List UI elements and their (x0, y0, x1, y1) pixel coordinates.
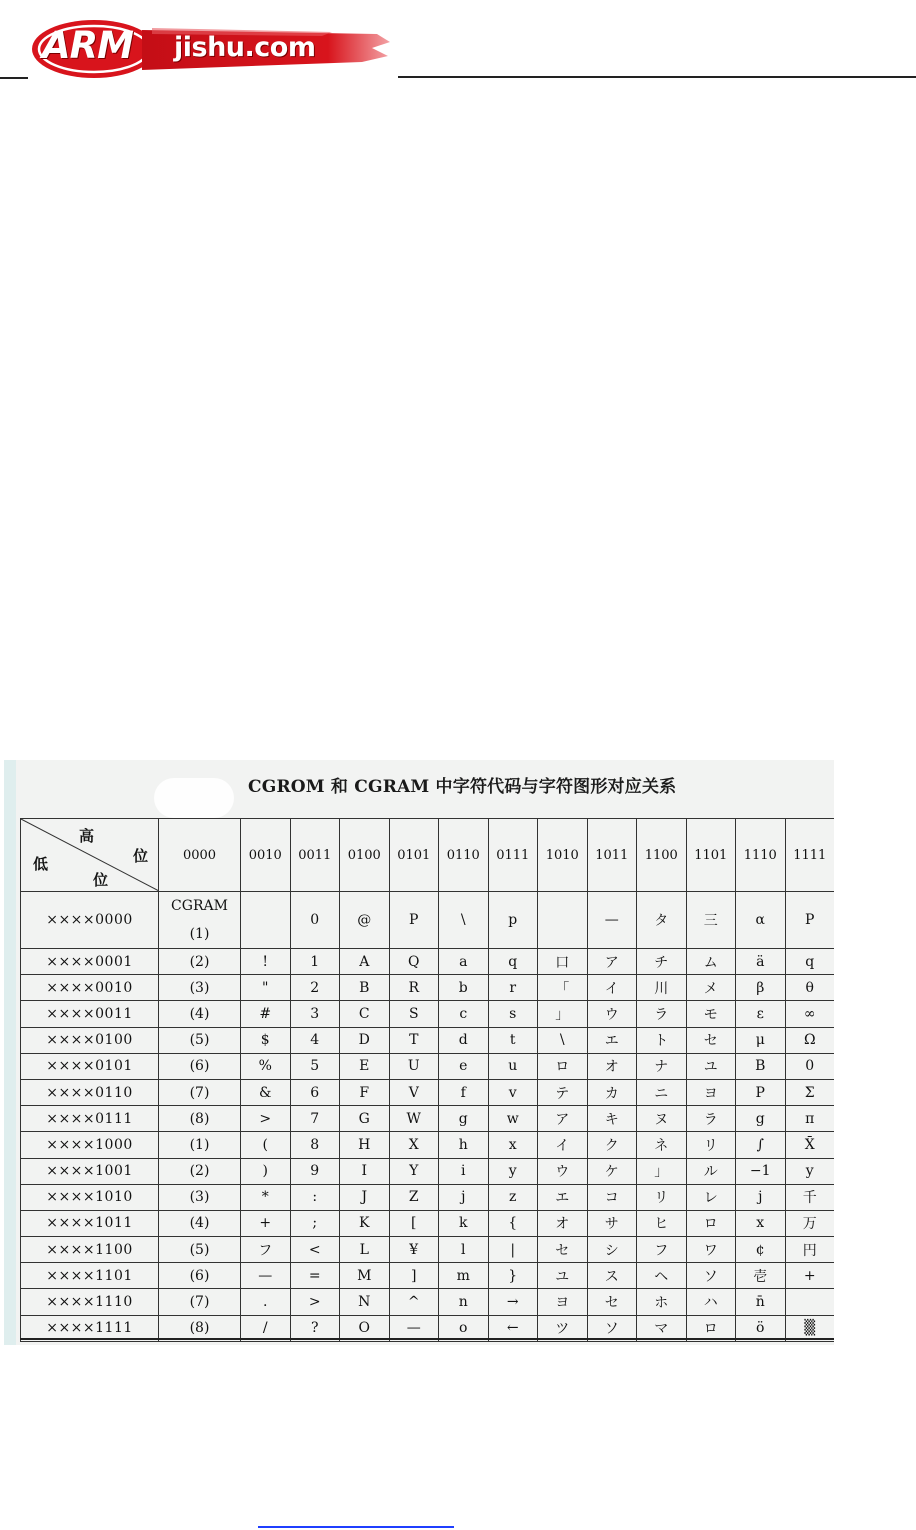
glyph-cell: ( (241, 1132, 291, 1158)
row-code: ××××0110 (21, 1079, 159, 1105)
glyph-cell: フ (637, 1237, 687, 1263)
glyph-cell: d (439, 1027, 489, 1053)
glyph-cell: 」 (538, 1001, 588, 1027)
glyph-cell: ウ (587, 1001, 637, 1027)
glyph-cell: ヒ (637, 1210, 687, 1236)
glyph-cell: M (340, 1263, 390, 1289)
row-code: ××××0001 (21, 949, 159, 975)
glyph-cell: e (439, 1053, 489, 1079)
row-code: ××××1100 (21, 1237, 159, 1263)
scan-smudge (154, 778, 234, 818)
glyph-cell: → (488, 1289, 538, 1315)
cgram-index: (7) (159, 1079, 241, 1105)
glyph-cell: 5 (290, 1053, 340, 1079)
glyph-cell: 2 (290, 975, 340, 1001)
glyph-cell: ス (587, 1263, 637, 1289)
glyph-cell: X (389, 1132, 439, 1158)
glyph-cell: ヘ (637, 1263, 687, 1289)
glyph-cell: \ (439, 892, 489, 949)
glyph-cell: x (488, 1132, 538, 1158)
glyph-cell: T (389, 1027, 439, 1053)
glyph-cell: : (290, 1184, 340, 1210)
cgram-index: (2) (159, 1158, 241, 1184)
column-header: 1010 (538, 819, 588, 892)
glyph-cell: 円 (785, 1237, 834, 1263)
glyph-cell: S (389, 1001, 439, 1027)
row-code: ××××1001 (21, 1158, 159, 1184)
table-row (21, 1210, 835, 1236)
cgram-label: CGRAM (171, 898, 228, 914)
cgram-index: (6) (159, 1263, 241, 1289)
glyph-cell: P (389, 892, 439, 949)
table-row (21, 1106, 835, 1132)
glyph-cell: セ (587, 1289, 637, 1315)
glyph-cell: Q (389, 949, 439, 975)
glyph-cell: B (340, 975, 390, 1001)
glyph-cell: 9 (290, 1158, 340, 1184)
glyph-cell: 「 (538, 975, 588, 1001)
glyph-cell: X̄ (785, 1132, 834, 1158)
glyph-cell: ケ (587, 1158, 637, 1184)
glyph-cell: \ (538, 1027, 588, 1053)
glyph-cell: — (587, 892, 637, 949)
glyph-cell: エ (538, 1184, 588, 1210)
glyph-cell: k (439, 1210, 489, 1236)
cgram-index: (8) (159, 1315, 241, 1341)
cgram-index: (5) (159, 1237, 241, 1263)
glyph-cell: メ (686, 975, 736, 1001)
glyph-cell: リ (637, 1184, 687, 1210)
glyph-cell: j (736, 1184, 786, 1210)
glyph-cell: 口 (538, 949, 588, 975)
row-code: ××××0100 (21, 1027, 159, 1053)
glyph-cell: F (340, 1079, 390, 1105)
glyph-cell: b (439, 975, 489, 1001)
glyph-cell: 1 (290, 949, 340, 975)
table-row (21, 1158, 835, 1184)
table-body (21, 892, 835, 1342)
glyph-cell: ∫ (736, 1132, 786, 1158)
glyph-cell: " (241, 975, 291, 1001)
glyph-cell: > (290, 1289, 340, 1315)
corner-high-pos: 位 (133, 847, 149, 865)
glyph-cell: + (241, 1210, 291, 1236)
glyph-cell: q (785, 949, 834, 975)
glyph-cell: ム (686, 949, 736, 975)
glyph-cell: ソ (587, 1315, 637, 1341)
glyph-cell: > (241, 1106, 291, 1132)
header-rule-right (398, 76, 916, 78)
glyph-cell: キ (587, 1106, 637, 1132)
glyph-cell: ツ (538, 1315, 588, 1341)
glyph-cell (538, 892, 588, 949)
glyph-cell: テ (538, 1079, 588, 1105)
table-row (21, 949, 835, 975)
cgram-index: (2) (159, 949, 241, 975)
glyph-cell: 万 (785, 1210, 834, 1236)
glyph-cell: ワ (686, 1237, 736, 1263)
glyph-cell: < (290, 1237, 340, 1263)
glyph-cell: U (389, 1053, 439, 1079)
table-row (21, 1053, 835, 1079)
glyph-cell: . (241, 1289, 291, 1315)
cgram-index: (3) (159, 1184, 241, 1210)
glyph-cell: シ (587, 1237, 637, 1263)
glyph-cell: Ω (785, 1027, 834, 1053)
glyph-cell: ∞ (785, 1001, 834, 1027)
glyph-cell: ) (241, 1158, 291, 1184)
glyph-cell: p (488, 892, 538, 949)
glyph-cell: g (736, 1106, 786, 1132)
glyph-cell: u (488, 1053, 538, 1079)
glyph-cell: f (439, 1079, 489, 1105)
glyph-cell: ¥ (389, 1237, 439, 1263)
glyph-cell: 千 (785, 1184, 834, 1210)
glyph-cell (785, 1289, 834, 1315)
glyph-cell: コ (587, 1184, 637, 1210)
glyph-cell: [ (389, 1210, 439, 1236)
glyph-cell: 三 (686, 892, 736, 949)
glyph-cell: 7 (290, 1106, 340, 1132)
column-header: 1011 (587, 819, 637, 892)
glyph-cell: t (488, 1027, 538, 1053)
glyph-cell: w (488, 1106, 538, 1132)
glyph-cell: ¢ (736, 1237, 786, 1263)
row-code: ××××0101 (21, 1053, 159, 1079)
glyph-cell: V (389, 1079, 439, 1105)
glyph-cell: ラ (686, 1106, 736, 1132)
glyph-cell: q (488, 949, 538, 975)
glyph-cell: g (439, 1106, 489, 1132)
column-header: 0101 (389, 819, 439, 892)
glyph-cell: j (439, 1184, 489, 1210)
corner-low-pos: 位 (93, 871, 109, 889)
cgram-index: (4) (159, 1001, 241, 1027)
glyph-cell: イ (538, 1132, 588, 1158)
column-header: 0000 (159, 819, 241, 892)
table-corner-cell (21, 819, 159, 892)
glyph-cell: C (340, 1001, 390, 1027)
glyph-cell: n̄ (736, 1289, 786, 1315)
glyph-cell: G (340, 1106, 390, 1132)
row-code: ××××0000 (21, 892, 159, 949)
cgram-index: (8) (159, 1106, 241, 1132)
glyph-cell: 4 (290, 1027, 340, 1053)
glyph-cell: i (439, 1158, 489, 1184)
glyph-cell: y (488, 1158, 538, 1184)
glyph-cell: v (488, 1079, 538, 1105)
footer-link-underline[interactable] (258, 1526, 454, 1528)
glyph-cell: マ (637, 1315, 687, 1341)
glyph-cell: ア (587, 949, 637, 975)
glyph-cell: r (488, 975, 538, 1001)
glyph-cell: s (488, 1001, 538, 1027)
glyph-cell (241, 892, 291, 949)
glyph-cell: ε (736, 1001, 786, 1027)
glyph-cell: Y (389, 1158, 439, 1184)
column-header: 1101 (686, 819, 736, 892)
column-header: 0100 (340, 819, 390, 892)
glyph-cell: N (340, 1289, 390, 1315)
glyph-cell: n (439, 1289, 489, 1315)
glyph-cell: Σ (785, 1079, 834, 1105)
header-rule-left (0, 77, 28, 79)
glyph-cell: } (488, 1263, 538, 1289)
table-bottom-rule (20, 1338, 834, 1340)
table-header-row (21, 819, 835, 892)
glyph-cell: m (439, 1263, 489, 1289)
scan-edge (4, 760, 16, 1345)
glyph-cell: — (241, 1263, 291, 1289)
glyph-cell: A (340, 949, 390, 975)
row-code: ××××0111 (21, 1106, 159, 1132)
table-row (21, 1263, 835, 1289)
table-row (21, 892, 835, 949)
glyph-cell: ユ (538, 1263, 588, 1289)
glyph-cell: θ (785, 975, 834, 1001)
glyph-cell: 川 (637, 975, 687, 1001)
table-row (21, 1001, 835, 1027)
glyph-cell: ハ (686, 1289, 736, 1315)
row-code: ××××0010 (21, 975, 159, 1001)
glyph-cell: E (340, 1053, 390, 1079)
row-code: ××××1101 (21, 1263, 159, 1289)
glyph-cell: ト (637, 1027, 687, 1053)
logo-site-text: jishu.com (174, 32, 316, 63)
glyph-cell: ? (290, 1315, 340, 1341)
glyph-cell: L (340, 1237, 390, 1263)
cgram-cell (159, 892, 241, 949)
glyph-cell: リ (686, 1132, 736, 1158)
glyph-cell: H (340, 1132, 390, 1158)
glyph-cell: μ (736, 1027, 786, 1053)
table-row (21, 1132, 835, 1158)
row-code: ××××1111 (21, 1315, 159, 1341)
glyph-cell: $ (241, 1027, 291, 1053)
cgram-index: (4) (159, 1210, 241, 1236)
corner-low: 低 (33, 855, 49, 873)
glyph-cell: # (241, 1001, 291, 1027)
glyph-cell: 3 (290, 1001, 340, 1027)
logo-arm-text: ARM (42, 24, 133, 67)
glyph-cell: I (340, 1158, 390, 1184)
glyph-cell: % (241, 1053, 291, 1079)
glyph-cell: ル (686, 1158, 736, 1184)
glyph-cell: + (785, 1263, 834, 1289)
column-header: 1111 (785, 819, 834, 892)
glyph-cell: ソ (686, 1263, 736, 1289)
glyph-cell: Z (389, 1184, 439, 1210)
glyph-cell: カ (587, 1079, 637, 1105)
glyph-cell: イ (587, 975, 637, 1001)
corner-high: 高 (79, 827, 95, 845)
column-header: 1100 (637, 819, 687, 892)
glyph-cell: ニ (637, 1079, 687, 1105)
glyph-cell: タ (637, 892, 687, 949)
glyph-cell: α (736, 892, 786, 949)
cgram-index: (5) (159, 1027, 241, 1053)
table-row (21, 1289, 835, 1315)
cgram-index: (1) (189, 926, 210, 942)
glyph-cell: l (439, 1237, 489, 1263)
glyph-cell: ウ (538, 1158, 588, 1184)
cgrom-cgram-figure (4, 760, 834, 1345)
glyph-cell: h (439, 1132, 489, 1158)
glyph-cell: ヌ (637, 1106, 687, 1132)
glyph-cell: ロ (686, 1210, 736, 1236)
glyph-cell: 0 (290, 892, 340, 949)
glyph-cell: = (290, 1263, 340, 1289)
glyph-cell: オ (587, 1053, 637, 1079)
column-header: 0111 (488, 819, 538, 892)
column-header: 1110 (736, 819, 786, 892)
glyph-cell: β (736, 975, 786, 1001)
glyph-cell: 8 (290, 1132, 340, 1158)
glyph-cell: 0 (785, 1053, 834, 1079)
glyph-cell: K (340, 1210, 390, 1236)
glyph-cell: W (389, 1106, 439, 1132)
row-code: ××××1010 (21, 1184, 159, 1210)
glyph-cell: / (241, 1315, 291, 1341)
column-header: 0110 (439, 819, 489, 892)
glyph-cell: エ (587, 1027, 637, 1053)
glyph-cell: P (736, 1079, 786, 1105)
cgram-index: (6) (159, 1053, 241, 1079)
glyph-cell: ] (389, 1263, 439, 1289)
table-row (21, 1027, 835, 1053)
table-row (21, 1184, 835, 1210)
row-code: ××××1110 (21, 1289, 159, 1315)
glyph-cell: ナ (637, 1053, 687, 1079)
glyph-cell: @ (340, 892, 390, 949)
glyph-cell: P (785, 892, 834, 949)
glyph-cell: ← (488, 1315, 538, 1341)
row-code: ××××0011 (21, 1001, 159, 1027)
glyph-cell: ネ (637, 1132, 687, 1158)
glyph-cell: { (488, 1210, 538, 1236)
glyph-cell: D (340, 1027, 390, 1053)
glyph-cell: ク (587, 1132, 637, 1158)
glyph-cell: z (488, 1184, 538, 1210)
cgram-index: (1) (159, 1132, 241, 1158)
column-header: 0011 (290, 819, 340, 892)
character-code-table (20, 818, 834, 1342)
glyph-cell: π (785, 1106, 834, 1132)
glyph-cell: ; (290, 1210, 340, 1236)
glyph-cell: O (340, 1315, 390, 1341)
glyph-cell: ラ (637, 1001, 687, 1027)
glyph-cell: * (241, 1184, 291, 1210)
glyph-cell: 壱 (736, 1263, 786, 1289)
glyph-cell: 6 (290, 1079, 340, 1105)
glyph-cell: ö (736, 1315, 786, 1341)
glyph-cell: フ (241, 1237, 291, 1263)
glyph-cell: — (389, 1315, 439, 1341)
table-row (21, 1079, 835, 1105)
glyph-cell: モ (686, 1001, 736, 1027)
figure-title: CGROM 和 CGRAM 中字符代码与字符图形对应关系 (248, 777, 677, 797)
column-header: 0010 (241, 819, 291, 892)
armjishu-logo[interactable] (32, 18, 392, 80)
glyph-cell: ▒ (785, 1315, 834, 1341)
glyph-cell: ロ (538, 1053, 588, 1079)
row-code: ××××1011 (21, 1210, 159, 1236)
glyph-cell: R (389, 975, 439, 1001)
glyph-cell: レ (686, 1184, 736, 1210)
glyph-cell: ユ (686, 1053, 736, 1079)
table-row (21, 1237, 835, 1263)
glyph-cell: x (736, 1210, 786, 1236)
glyph-cell: ア (538, 1106, 588, 1132)
glyph-cell: サ (587, 1210, 637, 1236)
glyph-cell: ä (736, 949, 786, 975)
glyph-cell: チ (637, 949, 687, 975)
glyph-cell: セ (686, 1027, 736, 1053)
glyph-cell: ホ (637, 1289, 687, 1315)
glyph-cell: 」 (637, 1158, 687, 1184)
cgram-index: (3) (159, 975, 241, 1001)
row-code: ××××1000 (21, 1132, 159, 1158)
glyph-cell: a (439, 949, 489, 975)
glyph-cell: ロ (686, 1315, 736, 1341)
cgram-index: (7) (159, 1289, 241, 1315)
glyph-cell: & (241, 1079, 291, 1105)
glyph-cell: オ (538, 1210, 588, 1236)
glyph-cell: −1 (736, 1158, 786, 1184)
glyph-cell: ヨ (538, 1289, 588, 1315)
glyph-cell: | (488, 1237, 538, 1263)
glyph-cell: ! (241, 949, 291, 975)
glyph-cell: ^ (389, 1289, 439, 1315)
glyph-cell: c (439, 1001, 489, 1027)
table-row (21, 975, 835, 1001)
glyph-cell: J (340, 1184, 390, 1210)
glyph-cell: y (785, 1158, 834, 1184)
glyph-cell: セ (538, 1237, 588, 1263)
glyph-cell: ヨ (686, 1079, 736, 1105)
glyph-cell: B (736, 1053, 786, 1079)
glyph-cell: o (439, 1315, 489, 1341)
